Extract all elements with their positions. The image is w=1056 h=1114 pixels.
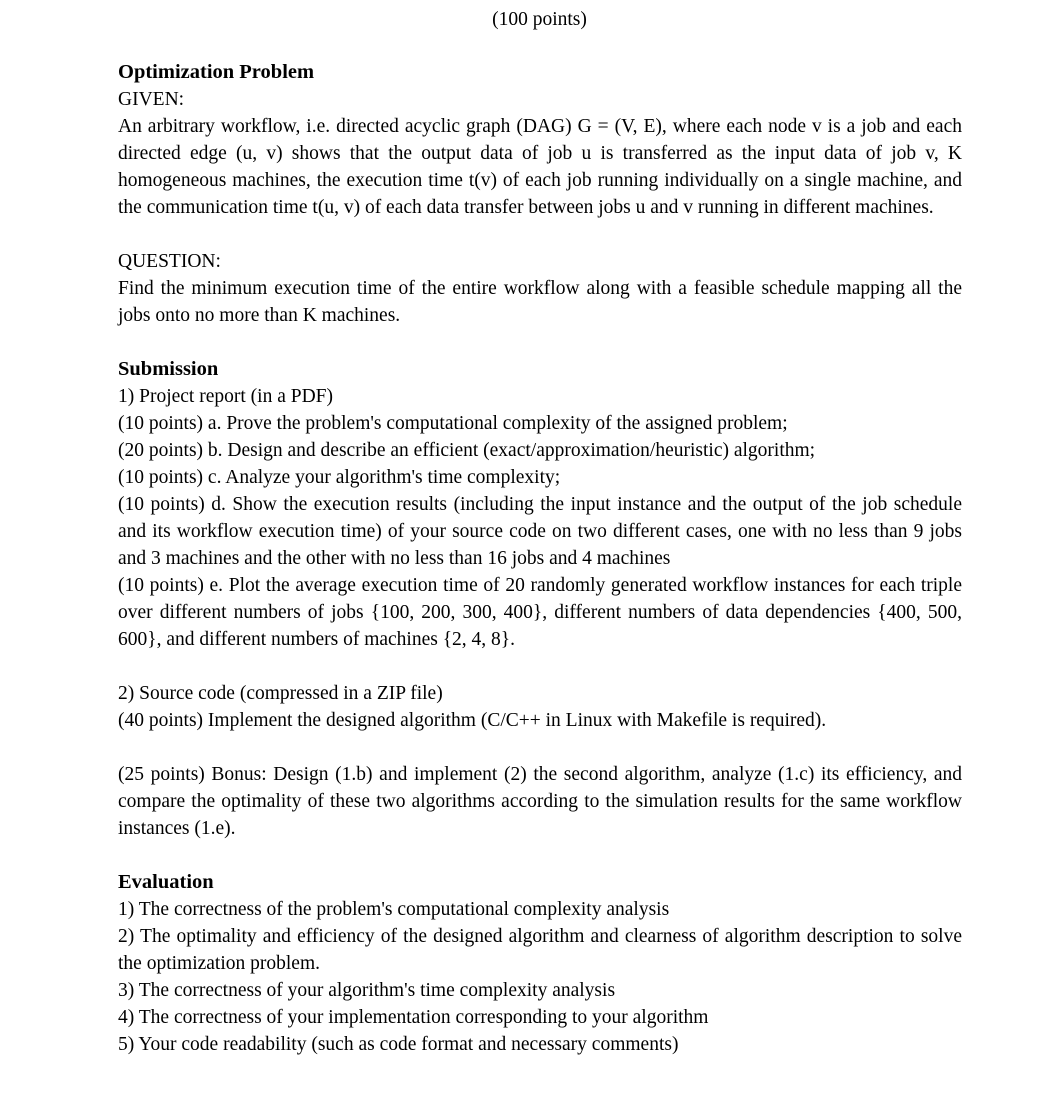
points-header: (100 points) bbox=[492, 9, 587, 30]
evaluation-item: 4) The correctness of your implementation corresponding to your algorithm bbox=[118, 1007, 709, 1028]
report-item-a: (10 points) a. Prove the problem's computational complexity of the assigned problem; bbox=[118, 413, 788, 434]
evaluation-item: 1) The correctness of the problem's computational complexity analysis bbox=[118, 899, 670, 920]
report-item-e: (10 points) e. Plot the average execution time of 20 randomly generated workflow instances for each triple over different numbers of jobs {100, 200, 300, 400}, different numbers of data dependencies {400, 500, 600}, and different numbers of machines {2, 4, 8}. bbox=[118, 575, 962, 650]
report-item-b: (20 points) b. Design and describe an efficient (exact/approximation/heuristic) algorithm; bbox=[118, 440, 816, 461]
optimization-title: Optimization Problem bbox=[118, 61, 315, 83]
evaluation-item: 5) Your code readability (such as code format and necessary comments) bbox=[118, 1034, 679, 1055]
evaluation-title: Evaluation bbox=[118, 871, 214, 893]
report-label: 1) Project report (in a PDF) bbox=[118, 386, 333, 407]
report-item-c: (10 points) c. Analyze your algorithm's time complexity; bbox=[118, 467, 561, 488]
source-label: 2) Source code (compressed in a ZIP file) bbox=[118, 683, 443, 704]
evaluation-item: 2) The optimality and efficiency of the designed algorithm and clearness of algorithm description to solve the optimization problem. bbox=[118, 926, 962, 974]
document-body bbox=[118, 59, 962, 1058]
question-text: Find the minimum execution time of the entire workflow along with a feasible schedule mapping all the jobs onto no more than K machines. bbox=[118, 278, 962, 326]
submission-title: Submission bbox=[118, 358, 219, 380]
report-item-d: (10 points) d. Show the execution results (including the input instance and the output of the job schedule and its workflow execution time) of your source code on two different cases, one with no less than 9 jobs and 3 machines and the other with no less than 16 jobs and 4 machines bbox=[118, 494, 962, 569]
evaluation-item: 3) The correctness of your algorithm's time complexity analysis bbox=[118, 980, 616, 1001]
bonus-text: (25 points) Bonus: Design (1.b) and implement (2) the second algorithm, analyze (1.c) its efficiency, and compare the optimality of these two algorithms according to the simulation results for the same workflow instances (1.e). bbox=[118, 764, 962, 839]
source-text: (40 points) Implement the designed algorithm (C/C++ in Linux with Makefile is required). bbox=[118, 710, 827, 731]
question-label: QUESTION: bbox=[118, 251, 221, 272]
given-label: GIVEN: bbox=[118, 89, 185, 110]
given-text: An arbitrary workflow, i.e. directed acyclic graph (DAG) G = (V, E), where each node v is a job and each directed edge (u, v) shows that the output data of job u is transferred as the input data of job v, K homogeneous machines, the execution time t(v) of each job running individually on a single machine, and the communication time t(u, v) of each data transfer between jobs u and v running in different machines. bbox=[118, 116, 962, 218]
